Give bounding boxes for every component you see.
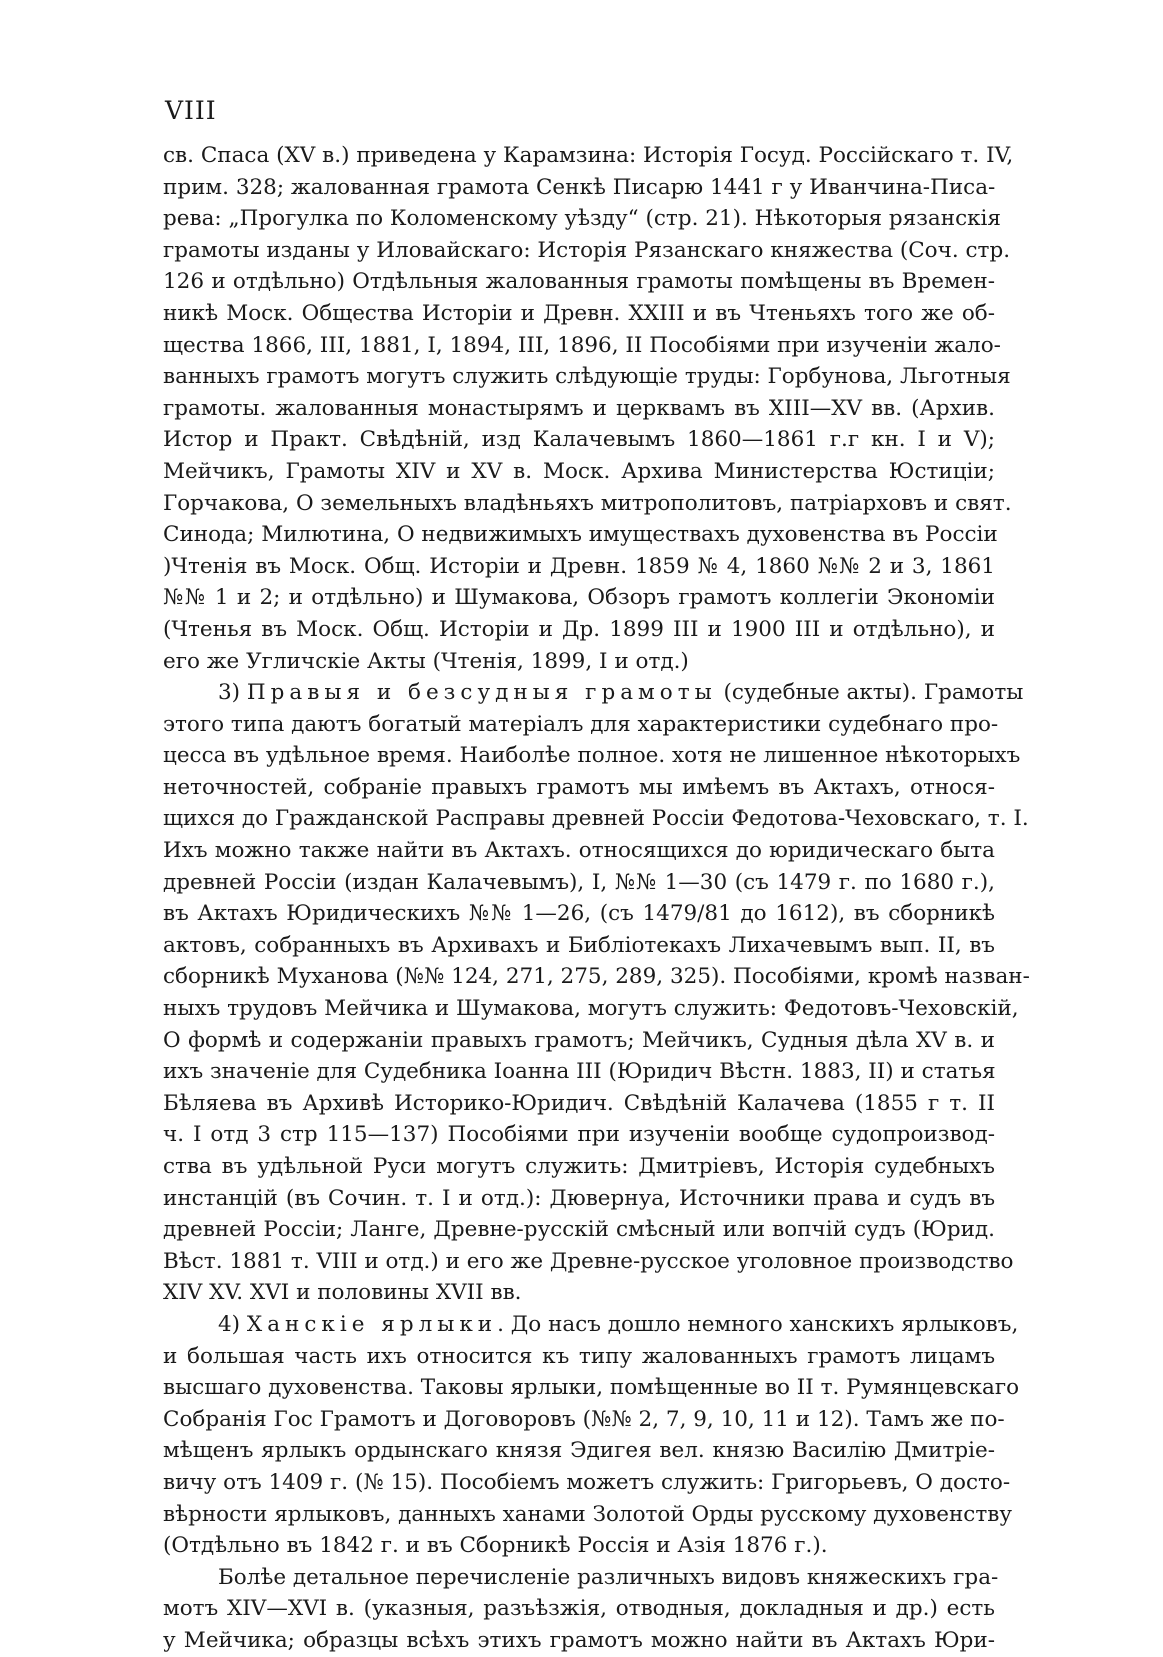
text-line: [163, 424, 995, 456]
line-text: ныхъ трудовъ Мейчика и Шумакова, могутъ служить: Федотовъ-Чеховскій,: [163, 996, 1019, 1022]
line-text: Болѣе детальное перечисленіе различныхъ видовъ княжескихъ гра-: [218, 1564, 999, 1590]
line-text: его же Угличскіе Акты (Чтенія, 1899, I и отд.): [163, 648, 689, 674]
text-line: [163, 1625, 995, 1657]
text-line: [163, 172, 995, 204]
line-text: ихъ значеніе для Судебника Іоанна III (Юридич Вѣстн. 1883, II) и статья: [163, 1059, 996, 1085]
text-line: [163, 1435, 995, 1467]
line-text: ства въ удѣльной Руси могутъ служить: Дмитріевъ, Исторія судебныхъ: [163, 1154, 995, 1179]
text-line: [163, 930, 995, 962]
line-text: ванныхъ грамотъ могутъ служить слѣдующіе труды: Горбунова, Льготныя: [163, 364, 1011, 390]
text-line: [163, 1309, 1019, 1341]
text-line: [163, 867, 995, 899]
text-line: [163, 1025, 995, 1057]
line-text: вѣрности ярлыковъ, данныхъ ханами Золотой Орды русскому духовенству: [163, 1501, 1012, 1527]
line-text: ч. I отд 3 стр 115—137) Пособіями при изученіи вообще судопроизвод-: [163, 1122, 995, 1148]
text-line: [163, 1246, 1014, 1278]
line-text: и большая часть ихъ относится къ типу жалованныхъ грамотъ лицамъ: [163, 1343, 995, 1369]
line-text: XIV XV. XVI и половины XVII вв.: [163, 1280, 522, 1306]
section-number: 4): [218, 1311, 247, 1337]
line-text: грамоты изданы у Иловайскаго: Исторія Рязанскаго княжества (Соч. стр.: [163, 237, 1011, 263]
text-line: [163, 393, 995, 425]
text-line: [163, 551, 995, 583]
line-text: мѣщенъ ярлыкъ ордынскаго князя Эдигея вел. князю Василію Дмитріе-: [163, 1438, 995, 1464]
line-text: прим. 328; жалованная грамота Сенкѣ Писарю 1441 г у Иванчина-Писа-: [163, 174, 996, 200]
line-text: грамоты. жалованныя монастырямъ и церквамъ въ XIII—XV вв. (Архив.: [163, 395, 995, 421]
text-line: [163, 330, 1001, 362]
line-text: )Чтенія въ Моск. Общ. Исторіи и Древн. 1859 № 4, 1860 №№ 2 и 3, 1861: [163, 553, 995, 579]
text-line: [163, 1404, 1005, 1436]
text-line: [163, 266, 995, 298]
line-text: щества 1866, III, 1881, I, 1894, III, 1896, II Пособіями при изученіи жало-: [163, 332, 1001, 358]
line-text: щихся до Гражданской Расправы древней Россіи Федотова-Чеховскаго, т. I.: [163, 806, 1029, 832]
body-text: [163, 140, 1030, 1657]
text-line: [163, 835, 995, 867]
text-line: [163, 772, 995, 804]
line-text: №№ 1 и 2; и отдѣльно) и Шумакова, Обзоръ грамотъ коллегіи Экономіи: [163, 585, 995, 611]
line-text: древней Россіи (издан Калачевымъ), I, №№ 1—30 (съ 1479 г. по 1680 г.),: [163, 869, 995, 895]
text-line: [163, 1277, 995, 1309]
line-text: высшаго духовенства. Таковы ярлыки, помѣщенные во II т. Румянцевскаго: [163, 1375, 1020, 1401]
section-number: 3): [218, 680, 247, 706]
text-line: [163, 1530, 995, 1562]
text-line: [163, 1056, 995, 1088]
section-heading: Ханскіе ярлыки: [246, 1311, 498, 1337]
text-line: [163, 1467, 1011, 1499]
text-line: [163, 898, 995, 930]
line-text: цесса въ удѣльное время. Наиболѣе полное. хотя не лишенное нѣкоторыхъ: [163, 743, 1021, 769]
text-line: [163, 709, 999, 741]
text-line: [163, 646, 995, 678]
text-line: [163, 361, 1011, 393]
line-text: (Чтенья въ Моск. Общ. Исторіи и Др. 1899 III и 1900 III и отдѣльно), и: [163, 616, 995, 642]
text-line: [163, 519, 998, 551]
line-text: вичу отъ 1409 г. (№ 15). Пособіемъ можетъ служить: Григорьевъ, О досто-: [163, 1469, 1011, 1495]
line-text: Мейчикъ, Грамоты XIV и XV в. Моск. Архива Министерства Юстиціи;: [163, 458, 995, 484]
text-line: [163, 1119, 995, 1151]
text-line: [163, 1341, 995, 1373]
line-text: у Мейчика; образцы всѣхъ этихъ грамотъ можно найти въ Актахъ Юри-: [163, 1627, 995, 1653]
text-line: [163, 740, 1021, 772]
section-heading: Правыя и безсудныя грамоты: [246, 680, 717, 706]
line-text: О формѣ и содержаніи правыхъ грамотъ; Мейчикъ, Судныя дѣла XV в. и: [163, 1027, 995, 1053]
line-text: . До насъ дошло немного ханскихъ ярлыковъ,: [497, 1311, 1019, 1337]
line-text: въ Актахъ Юридическихъ №№ 1—26, (съ 1479/81 до 1612), въ сборникѣ: [163, 901, 995, 927]
text-line: [163, 1183, 995, 1215]
text-line: [163, 235, 1011, 267]
line-text: Синода; Милютина, О недвижимыхъ имуществахъ духовенства въ Россіи: [163, 522, 998, 548]
text-line: [163, 1499, 1012, 1531]
text-line: [163, 1562, 999, 1594]
page-number: VIII: [165, 96, 217, 125]
line-text: актовъ, собранныхъ въ Архивахъ и Библіотекахъ Лихачевымъ вып. II, въ: [163, 932, 995, 958]
line-text: сборникѣ Муханова (№№ 124, 271, 275, 289, 325). Пособіями, кромѣ назван-: [163, 964, 1030, 990]
text-line: [163, 1214, 995, 1246]
text-line: [163, 677, 1024, 709]
line-text: древней Россіи; Ланге, Древне-русскій смѣсный или вопчій судъ (Юрид.: [163, 1217, 995, 1243]
text-line: [163, 961, 1030, 993]
text-line: [163, 140, 1014, 172]
line-text: (Отдѣльно въ 1842 г. и въ Сборникѣ Россія и Азія 1876 г.).: [163, 1533, 828, 1559]
line-text: неточностей, собраніе правыхъ грамотъ мы имѣемъ въ Актахъ, относя-: [163, 774, 995, 800]
text-line: [163, 582, 995, 614]
text-line: [163, 203, 1001, 235]
line-text: св. Спаса (XV в.) приведена у Карамзина: Исторія Госуд. Россійскаго т. IV,: [163, 143, 1014, 168]
text-line: [163, 456, 995, 488]
text-line: [163, 803, 1029, 835]
text-line: [163, 1151, 995, 1183]
line-text: инстанцій (въ Сочин. т. I и отд.): Дювернуа, Источники права и судъ въ: [163, 1185, 995, 1211]
line-text: Собранія Гос Грамотъ и Договоровъ (№№ 2, 7, 9, 10, 11 и 12). Тамъ же по-: [163, 1406, 1005, 1432]
text-line: [163, 1088, 995, 1120]
text-line: [163, 993, 1019, 1025]
line-text: Ихъ можно также найти въ Актахъ. относящихся до юридическаго быта: [163, 838, 995, 864]
line-text: Вѣст. 1881 т. VIII и отд.) и его же Древне-русское уголовное производство: [163, 1248, 1014, 1274]
line-text: (судебные акты). Грамоты: [716, 680, 1024, 706]
line-text: Бѣляева въ Архивѣ Историко-Юридич. Свѣдѣній Калачева (1855 г т. II: [163, 1090, 995, 1116]
text-line: [163, 488, 1012, 520]
line-text: этого типа даютъ богатый матеріалъ для характеристики судебнаго про-: [163, 711, 999, 737]
line-text: 126 и отдѣльно) Отдѣльныя жалованныя грамоты помѣщены въ Времен-: [163, 269, 995, 295]
line-text: никѣ Моск. Общества Исторіи и Древн. XXIII и въ Чтеньяхъ того же об-: [163, 300, 995, 326]
text-line: [163, 1593, 995, 1625]
line-text: рева: „Прогулка по Коломенскому уѣзду“ (стр. 21). Нѣкоторыя рязанскія: [163, 206, 1001, 232]
line-text: мотъ XIV—XVI в. (указныя, разъѣзжія, отводныя, докладныя и др.) есть: [163, 1596, 995, 1622]
line-text: Истор и Практ. Свѣдѣній, изд Калачевымъ 1860—1861 г.г кн. I и V);: [163, 427, 995, 453]
line-text: Горчакова, О земельныхъ владѣньяхъ митрополитовъ, патріарховъ и свят.: [163, 490, 1012, 516]
text-line: [163, 298, 995, 330]
text-line: [163, 614, 995, 646]
text-line: [163, 1372, 1020, 1404]
